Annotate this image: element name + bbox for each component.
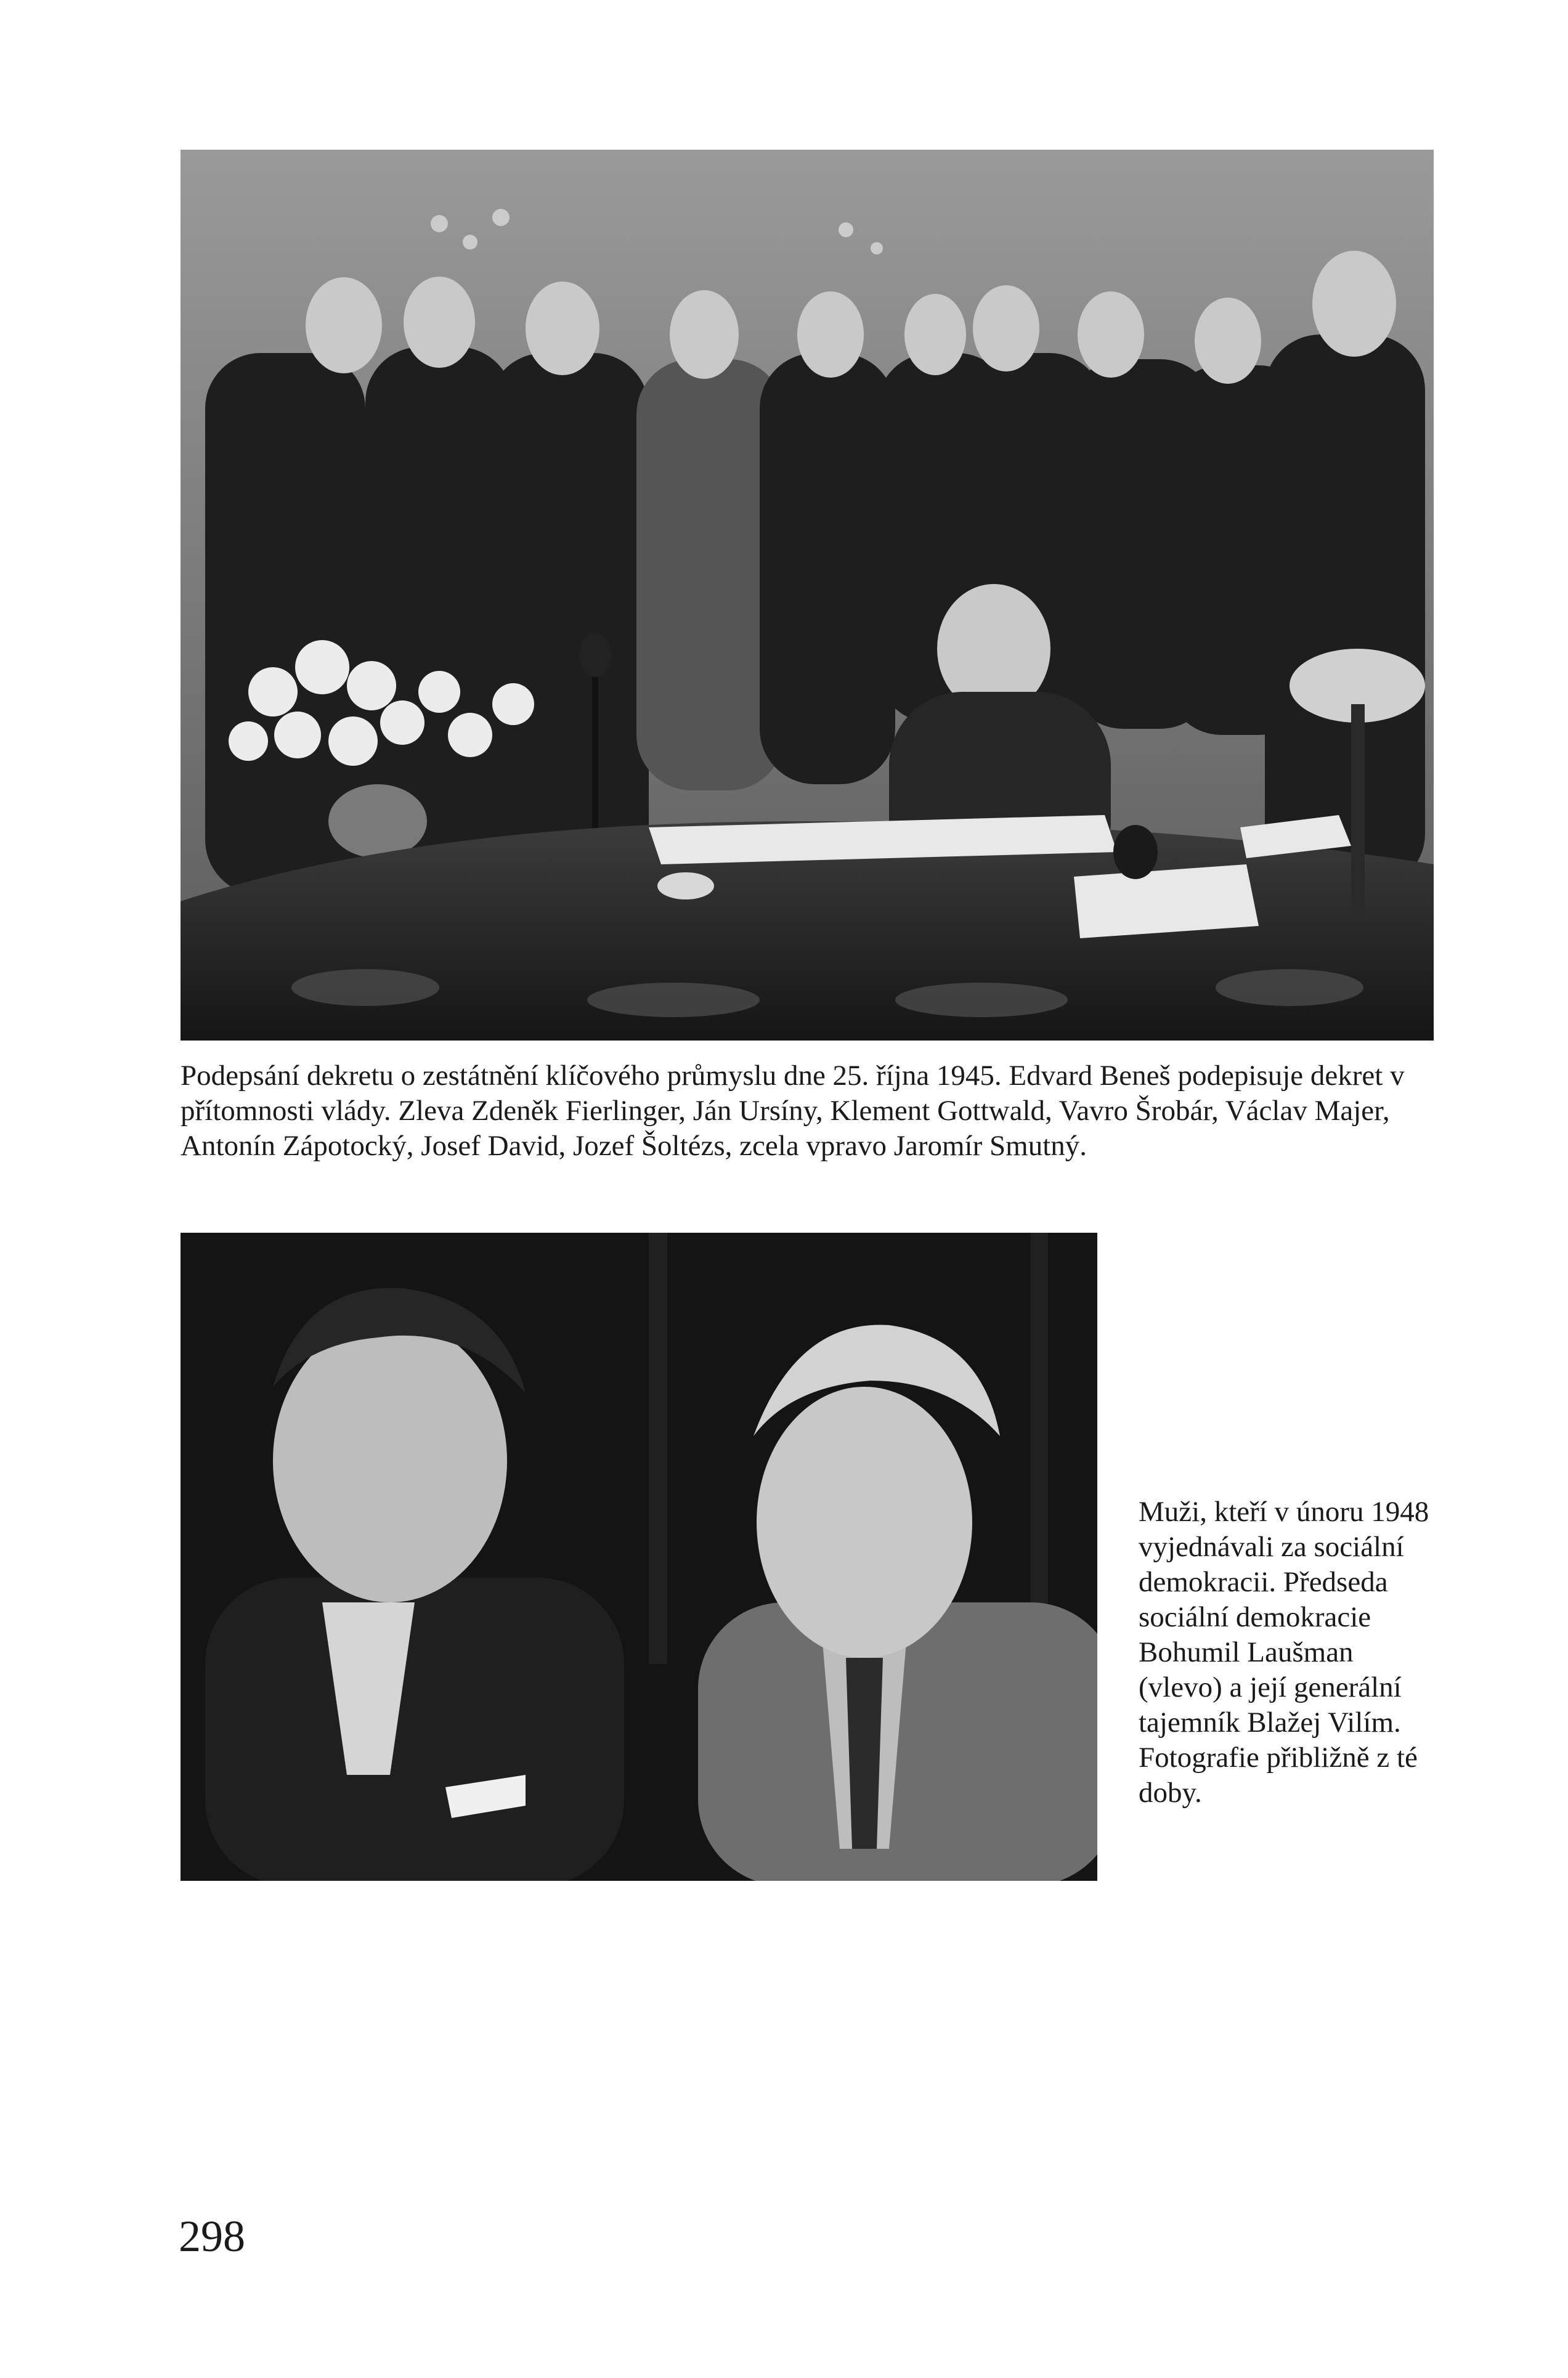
caption-decree-signing: Podepsání dekretu o zestátnění klíčového průmyslu dne 25. října 1945. Edvard Beneš podepisuje dekret v přítomnosti vlády. Zleva Zdeněk Fierlinger, Ján Ursíny, Klement Gottwald, Vavro Šrobár, Václav Majer, Antonín Zápotocký, Josef David, Jozef Šoltézs, zcela vpravo Jaromír Smutný.	[181, 1060, 1405, 1162]
page-number: 298	[179, 2212, 245, 2261]
photo-lausman-vilim	[181, 1233, 1097, 1881]
photo-decree-signing	[181, 150, 1434, 1041]
caption-lausman-vilim: Muži, kteří v únoru 1948 vyjednávali za sociální demokracii. Předseda sociální demokracie Bohumil Laušman (vlevo) a její generální tajemník Blažej Vilím. Fotografie přibližně z té doby.	[1139, 1496, 1429, 1809]
